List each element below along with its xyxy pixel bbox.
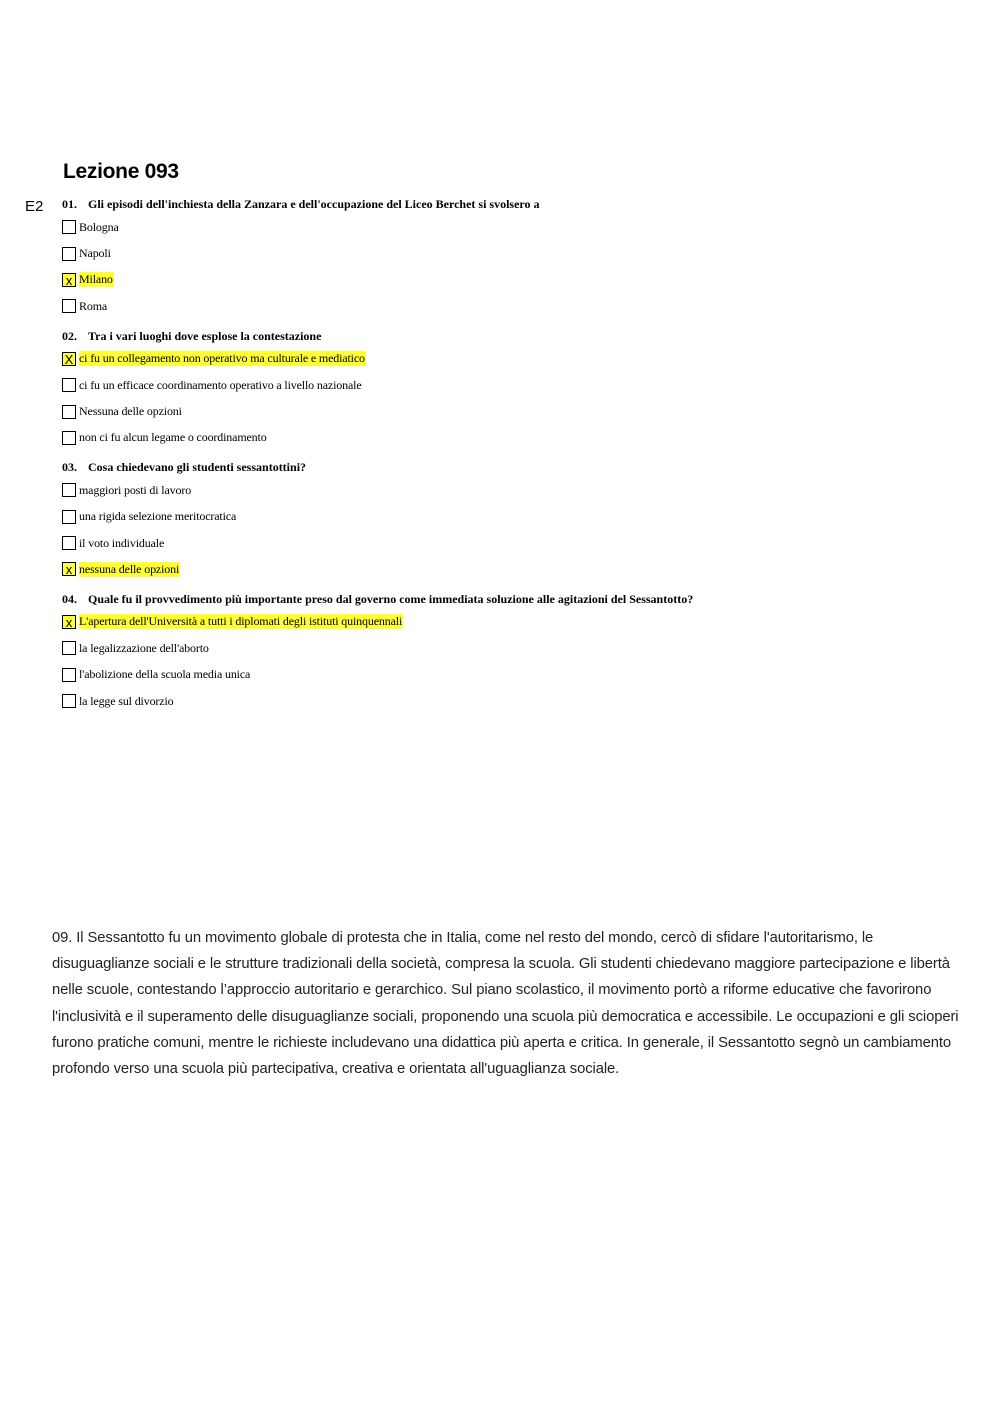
question-prompt: Gli episodi dell'inchiesta della Zanzara e dell'occupazione del Liceo Berchet si svolsero a (88, 197, 540, 211)
question-03 (62, 459, 942, 583)
question-04 (62, 591, 942, 715)
answer-option[interactable] (62, 293, 942, 319)
answer-option[interactable] (62, 609, 942, 635)
answer-option[interactable] (62, 530, 942, 556)
checkbox[interactable] (62, 641, 76, 655)
answer-option[interactable] (62, 661, 942, 687)
answer-option[interactable] (62, 267, 942, 293)
option-label: Bologna (79, 219, 119, 234)
check-mark: X (64, 351, 74, 367)
question-prompt: Quale fu il provvedimento più importante preso dal governo come immediata soluzione alle agitazioni del Sessantotto? (88, 591, 694, 606)
answer-option[interactable] (62, 425, 942, 451)
checkbox[interactable] (62, 536, 76, 550)
checkbox[interactable] (62, 562, 76, 576)
lesson-title: Lezione 093 (63, 160, 179, 183)
checkbox[interactable] (62, 483, 76, 497)
answer-option[interactable] (62, 688, 942, 714)
option-label: l'abolizione della scuola media unica (79, 667, 251, 682)
answer-option[interactable] (62, 372, 942, 398)
checkbox[interactable] (62, 273, 76, 287)
question-02 (62, 328, 942, 452)
question-01 (62, 196, 942, 320)
checkbox[interactable] (62, 299, 76, 313)
option-label: la legge sul divorzio (79, 693, 174, 708)
option-label: maggiori posti di lavoro (79, 482, 192, 497)
answer-option[interactable] (62, 504, 942, 530)
answer-option[interactable] (62, 635, 942, 661)
check-mark: x (65, 614, 73, 630)
question-text (62, 591, 942, 609)
checkbox[interactable] (62, 352, 76, 366)
question-list (62, 196, 942, 722)
question-number: 03. (62, 460, 77, 475)
check-mark: x (65, 272, 73, 288)
answer-option[interactable] (62, 240, 942, 266)
answer-option[interactable] (62, 556, 942, 582)
question-number: 01. (62, 197, 77, 211)
question-text (62, 196, 942, 214)
option-label: Milano (79, 272, 113, 287)
checkbox[interactable] (62, 378, 76, 392)
option-label: Napoli (79, 246, 111, 261)
option-label: non ci fu alcun legame o coordinamento (79, 430, 267, 445)
option-label: ci fu un efficace coordinamento operativo a livello nazionale (79, 377, 362, 392)
option-label: la legalizzazione dell'aborto (79, 640, 209, 655)
option-label: il voto individuale (79, 535, 165, 550)
option-label: ci fu un collegamento non operativo ma culturale e mediatico (79, 351, 365, 366)
margin-code: E2 (25, 198, 44, 215)
answer-option[interactable] (62, 477, 942, 503)
answer-option[interactable] (62, 398, 942, 424)
answer-option[interactable] (62, 214, 942, 240)
checkbox[interactable] (62, 220, 76, 234)
question-number: 04. (62, 591, 77, 606)
checkbox[interactable] (62, 431, 76, 445)
answer-option[interactable] (62, 346, 942, 372)
question-text (62, 328, 942, 346)
checkbox[interactable] (62, 247, 76, 261)
answer-paragraph: 09. Il Sessantotto fu un movimento globale di protesta che in Italia, come nel resto del mondo, cercò di sfidare l'autoritarismo, le disuguaglianze sociali e le strutture tradizionali della società, compresa la scuola. Gli studenti chiedevano maggiore partecipazione e libertà nelle scuole, contestando l’approccio autoritario e gerarchico. Sul piano scolastico, il movimento portò a riforme educative che favorirono l'inclusività e il superamento delle disuguaglianze sociali, proponendo una scuola più democratica e accessibile. Le occupazioni e gli scioperi furono pratiche comuni, mentre le richieste includevano una didattica più aperta e critica. In generale, il Sessantotto segnò un cambiamento profondo verso una scuola più partecipativa, creativa e orientata all'uguaglianza sociale. (52, 930, 959, 1078)
checkbox[interactable] (62, 615, 76, 629)
checkbox[interactable] (62, 510, 76, 524)
option-label: L'apertura dell'Università a tutti i diplomati degli istituti quinquennali (79, 614, 403, 629)
option-label: Nessuna delle opzioni (79, 404, 182, 419)
option-label: nessuna delle opzioni (79, 561, 180, 576)
question-text (62, 459, 942, 477)
checkbox[interactable] (62, 694, 76, 708)
question-number: 02. (62, 328, 77, 343)
check-mark: x (65, 562, 73, 578)
checkbox[interactable] (62, 668, 76, 682)
checkbox[interactable] (62, 405, 76, 419)
option-label: una rigida selezione meritocratica (79, 509, 237, 524)
question-prompt: Cosa chiedevano gli studenti sessantottini? (88, 460, 307, 475)
option-label: Roma (79, 298, 108, 313)
question-prompt: Tra i vari luoghi dove esplose la contestazione (88, 328, 322, 343)
